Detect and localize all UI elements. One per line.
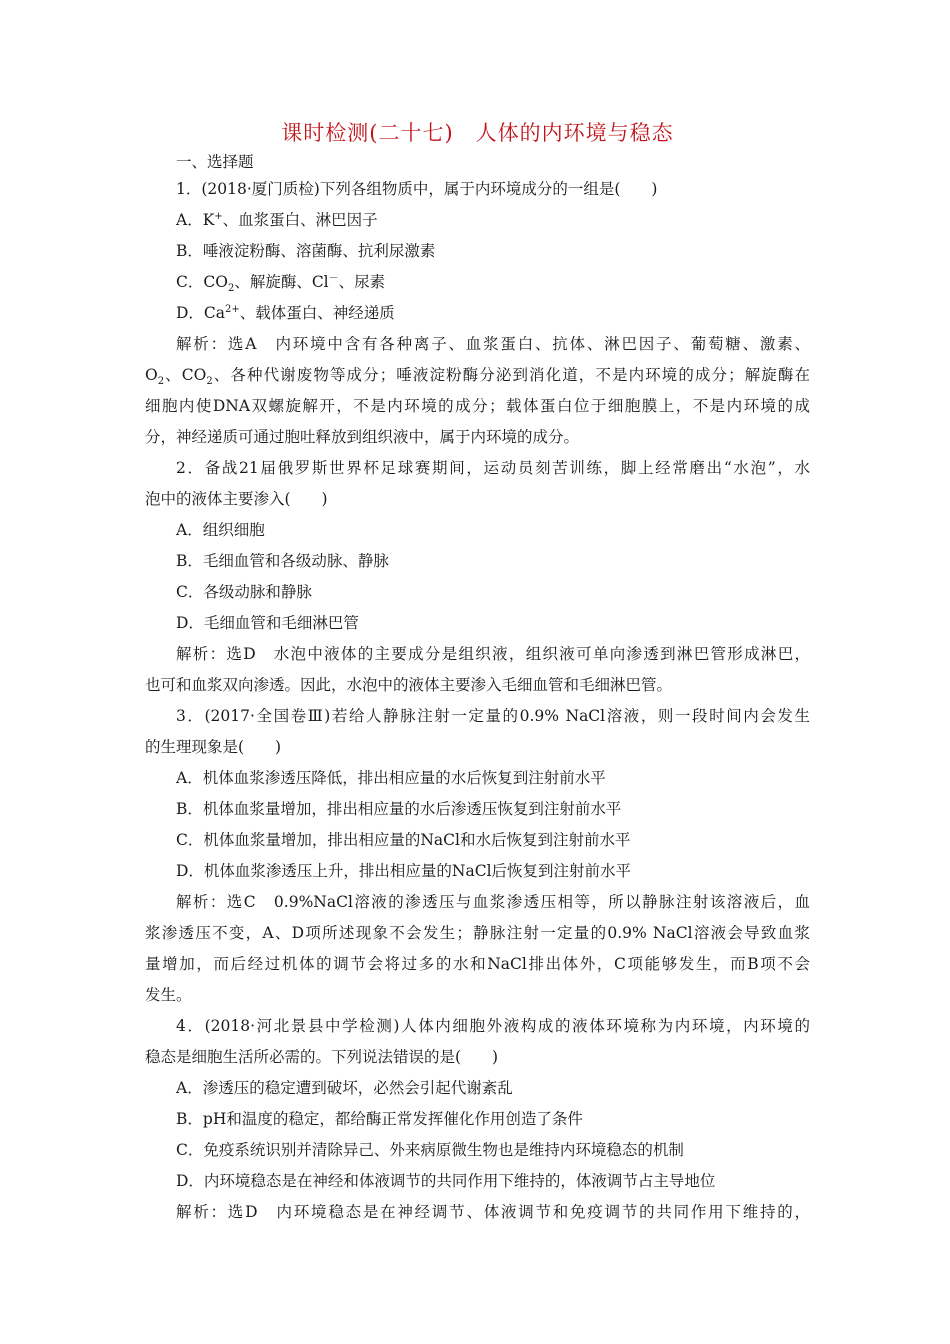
question-3-explanation-line-1: 解析：选C 0.9%NaCl溶液的渗透压与血浆渗透压相等，所以静脉注射该溶液后，血 [176,893,810,911]
question-3-option-b: B．机体血浆量增加，排出相应量的水后渗透压恢复到注射前水平 [176,800,622,818]
question-4-explanation-line-1: 解析：选D 内环境稳态是在神经调节、体液调节和免疫调节的共同作用下维持的， [176,1203,810,1221]
question-3-option-a: A．机体血浆渗透压降低，排出相应量的水后恢复到注射前水平 [176,769,606,787]
page-title: 课时检测(二十七) 人体的内环境与稳态 [281,121,674,145]
question-1-option-c: C．$CO_2$、解旋酶、Cl－、尿素 [176,272,386,295]
question-4-option-c: C．免疫系统识别并清除异己、外来病原微生物也是维持内环境稳态的机制 [176,1141,684,1159]
question-3-stem-line-1: 3．(2017·全国卷Ⅲ)若给人静脉注射一定量的0.9% NaCl溶液，则一段时间内会发生 [176,707,810,725]
question-2-option-b: B．毛细血管和各级动脉、静脉 [176,552,389,570]
question-2-stem-line-1: 2．备战21届俄罗斯世界杯足球赛期间，运动员刻苦训练，脚上经常磨出“水泡”，水 [176,459,810,477]
question-2-option-c: C．各级动脉和静脉 [176,583,312,601]
question-2-explanation-line-1: 解析：选D 水泡中液体的主要成分是组织液，组织液可单向渗透到淋巴管形成淋巴， [176,645,810,663]
question-2-option-d: D．毛细血管和毛细淋巴管 [176,614,359,632]
question-2-option-a: A．组织细胞 [176,521,265,539]
question-1-option-b: B．唾液淀粉酶、溶菌酶、抗利尿激素 [176,242,436,260]
question-4-stem-line-1: 4．(2018·河北景县中学检测)人体内细胞外液构成的液体环境称为内环境，内环境的 [176,1017,810,1035]
question-4-option-b: B．pH和温度的稳定，都给酶正常发挥催化作用创造了条件 [176,1110,583,1128]
question-4-option-d: D．内环境稳态是在神经和体液调节的共同作用下维持的，体液调节占主导地位 [176,1172,716,1190]
question-1-explanation-line-3: 细胞内使DNA双螺旋解开，不是内环境的成分；载体蛋白位于细胞膜上，不是内环境的成 [145,397,810,415]
question-2-stem-line-2: 泡中的液体主要渗入( ) [145,490,328,508]
question-3-option-c: C．机体血浆量增加，排出相应量的NaCl和水后恢复到注射前水平 [176,831,631,849]
question-1-option-d: D．$Ca^{2+}$、载体蛋白、神经递质 [176,303,395,322]
question-1-explanation-line-2: $O_2$、$CO_2$、各种代谢废物等成分；唾液淀粉酶分泌到消化道，不是内环境的成分；解旋酶在 [145,366,810,388]
question-1-option-a: A．K+、血浆蛋白、淋巴因子 [176,210,378,229]
question-3-explanation-line-2: 浆渗透压不变，A、D项所述现象不会发生；静脉注射一定量的0.9% NaCl溶液会导致血浆 [145,924,810,942]
question-4-option-a: A．渗透压的稳定遭到破坏，必然会引起代谢紊乱 [176,1079,513,1097]
question-3-stem-line-2: 的生理现象是( ) [145,738,282,756]
document-page [145,120,810,1228]
question-3-option-d: D．机体血浆渗透压上升，排出相应量的NaCl后恢复到注射前水平 [176,862,632,880]
question-1-explanation-line-4: 分，神经递质可通过胞吐释放到组织液中，属于内环境的成分。 [145,428,580,446]
question-2-explanation-line-2: 也可和血浆双向渗透。因此，水泡中的液体主要渗入毛细血管和毛细淋巴管。 [145,676,673,694]
question-1-explanation-line-1: 解析：选A 内环境中含有各种离子、血浆蛋白、抗体、淋巴因子、葡萄糖、激素、 [176,335,810,353]
question-4-stem-line-2: 稳态是细胞生活所必需的。下列说法错误的是( ) [145,1048,499,1066]
question-1-stem: 1．(2018·厦门质检)下列各组物质中，属于内环境成分的一组是( ) [176,180,658,198]
section-heading: 一、选择题 [176,153,254,171]
question-3-explanation-line-3: 量增加，而后经过机体的调节会将过多的水和NaCl排出体外，C项能够发生，而B项不会 [145,955,810,973]
question-3-explanation-line-4: 发生。 [145,986,192,1004]
